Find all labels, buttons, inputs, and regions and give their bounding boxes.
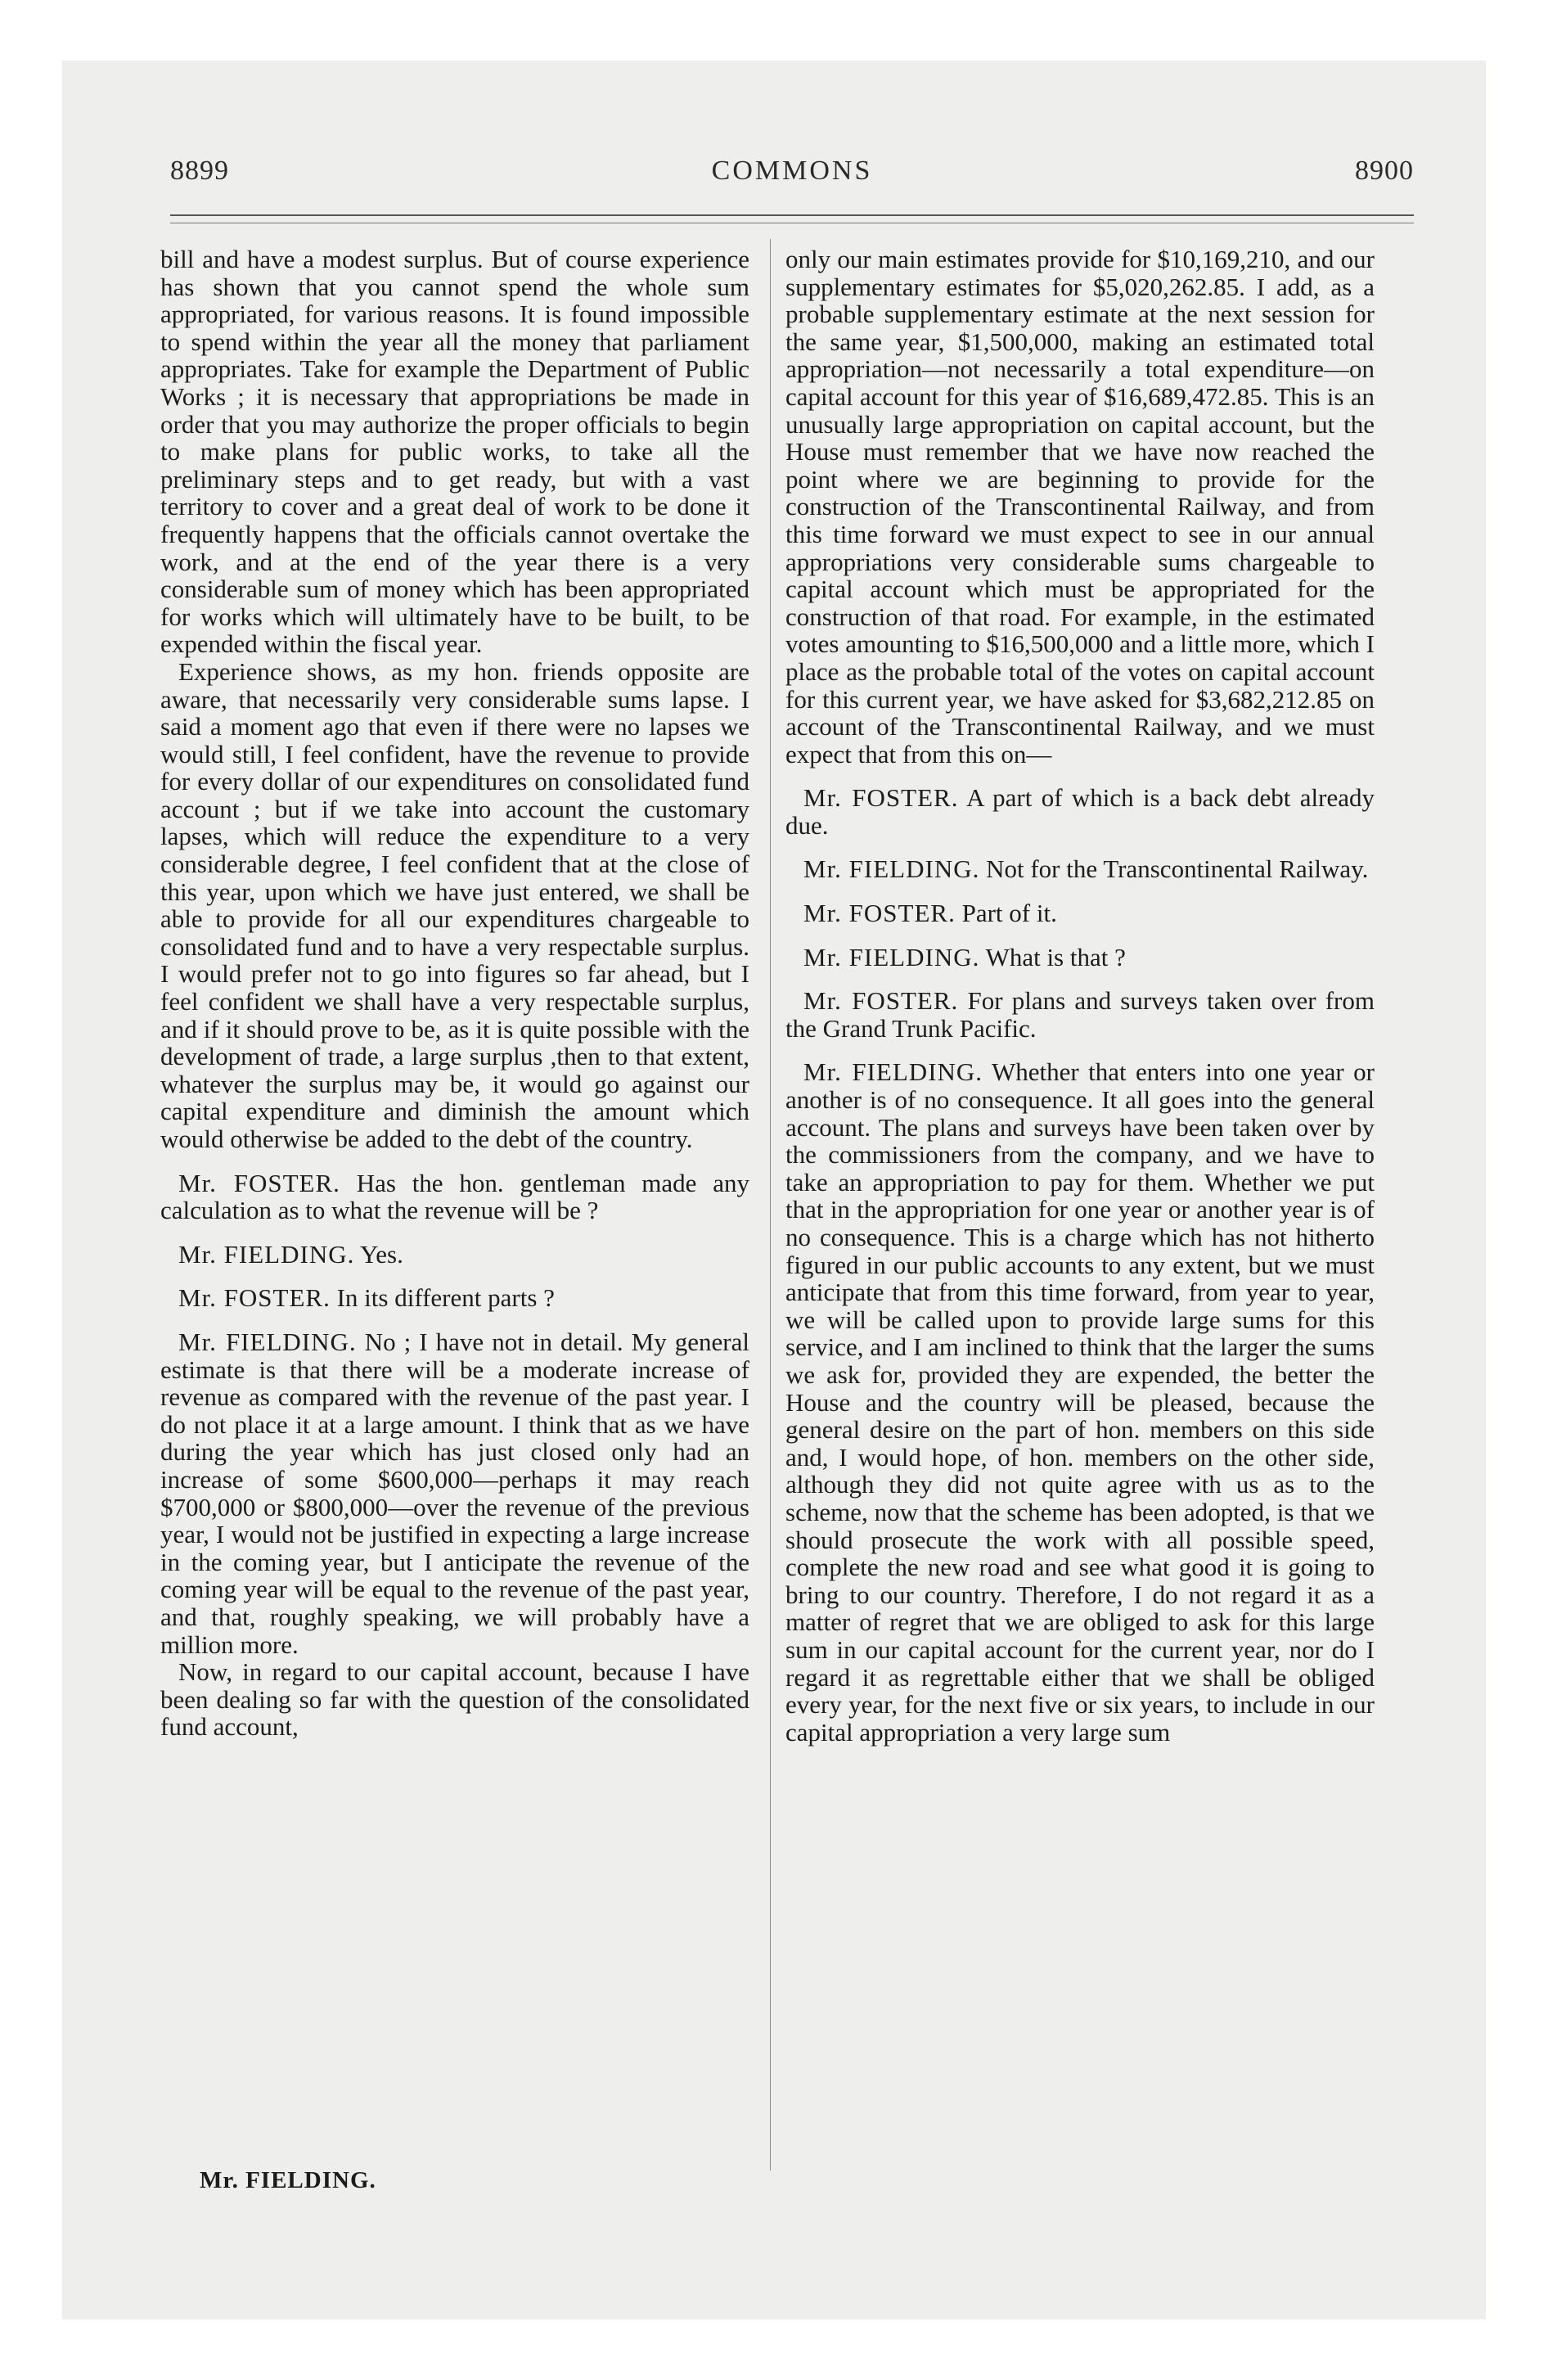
- paragraph-text: Has the hon. gentleman made any calculation as to what the revenue will be ?: [160, 1168, 749, 1225]
- paragraph: [160, 246, 749, 658]
- paragraph-text: only our main estimates provide for $10,169,210, and our supplementary estimates for $5,020,262.85. I add, as a probable supplementary estimate at the next session for the same year, $1,500,000, making an estimated total appropriation—not necessarily a total expenditure—on capital account for this year of $16,689,472.85. This is an unusually large appropriation on capital account, but the House must remember that we have now reached the point where we are beginning to provide for the construction of the Transcontinental Railway, and from this time forward we must expect to see in our annual appropriations very considerable sums chargeable to capital account which must be appropriated for the construction of that road. For example, in the estimated votes amounting to $16,500,000 and a little more, which I place as the probable total of the votes on capital account for this current year, we have asked for $3,682,212.85 on account of the Transcontinental Railway, and we must expect that from this on—: [785, 245, 1375, 769]
- speaker-name: Mr. FIELDING.: [178, 1239, 355, 1269]
- paragraph-text: In its different parts ?: [336, 1283, 555, 1313]
- right-column: [785, 246, 1375, 1746]
- paragraph: [785, 246, 1375, 768]
- paragraph-text: Yes.: [359, 1239, 403, 1269]
- page-footer-speaker: Mr. FIELDING.: [200, 2167, 376, 2193]
- speaker-name: Mr. FOSTER.: [803, 899, 956, 928]
- speaker-name: Mr. FOSTER.: [178, 1168, 340, 1197]
- left-column: [160, 246, 749, 1741]
- paragraph: [160, 1658, 749, 1741]
- speaker-name: Mr. FIELDING.: [178, 1327, 357, 1356]
- speaker-name: Mr. FOSTER.: [803, 986, 959, 1016]
- paragraph-text: What is that ?: [985, 942, 1126, 971]
- paragraph-text: A part of which is a back debt already due.: [785, 783, 1375, 840]
- paragraph: [785, 855, 1375, 883]
- paragraph: [785, 784, 1375, 839]
- paragraph-text: Whether that enters into one year or another is of no consequence. It all goes into the general account. The plans and surveys have been taken over by the commissioners from the company, and we have to take an appropriation to pay for them. Whether we put that in the appropriation for one year or another year is of no consequence. This is a charge which has not hitherto figured in our public accounts to any extent, but we must anticipate that from this time forward, from year to year, we will be called upon to provide large sums for this service, and I am inclined to think that the larger the sums we ask for, provided they are expended, the better the House and the country will be pleased, because the general desire on the part of hon. members on this side and, I would hope, of hon. members on the other side, although they did not quite agree with us as to the scheme, now that the scheme has been adopted, is that we should prosecute the work with all possible speed, complete the new road and see what good it is going to bring to our country. Therefore, I do not regard it as a matter of regret that we are obliged to ask for this large sum in our capital account for the current year, nor do I regard it as regrettable either that we shall be obliged every year, for the next five or six years, to include in our capital appropriation a very large sum: [785, 1057, 1375, 1747]
- paragraph: [160, 1328, 749, 1658]
- paragraph: [785, 1058, 1375, 1746]
- paragraph: [785, 944, 1375, 971]
- paragraph-text: Part of it.: [961, 899, 1057, 928]
- paragraph-text: bill and have a modest surplus. But of course experience has shown that you cannot spend the whole sum appropriated, for various reasons. It is found impossible to spend within the year all the money that parliament appropriates. Take for example the Department of Public Works ; it is necessary that appropriations be made in order that you may authorize the proper officials to begin to make plans for public works, to take all the preliminary steps and to get ready, but with a vast territory to cover and a great deal of work to be done it frequently happens that the officials cannot overtake the work, and at the end of the year there is a very considerable sum of money which has been appropriated for works which will ultimately have to be built, to be expended within the fiscal year.: [160, 245, 749, 659]
- paragraph-text: Experience shows, as my hon. friends opposite are aware, that necessarily very considerable sums lapse. I said a moment ago that even if there were no lapses we would still, I feel confident, have the revenue to provide for every dollar of our expenditures on consolidated fund account ; but if we take into account the customary lapses, which will reduce the expenditure to a very considerable degree, I feel confident that at the close of this year, upon which we have just entered, we shall be able to provide for all our expenditures chargeable to consolidated fund and to have a very respectable surplus. I would prefer not to go into figures so far ahead, but I feel confident we shall have a very respectable surplus, and if it should prove to be, as it is quite possible with the development of trade, a large surplus ,then to that extent, whatever the surplus may be, it would go against our capital expenditure and diminish the amount which would otherwise be added to the debt of the country.: [160, 656, 749, 1153]
- page-number-right: 8900: [1355, 156, 1414, 186]
- paragraph: [160, 1170, 749, 1224]
- speaker-name: Mr. FOSTER.: [178, 1283, 331, 1313]
- page-number-left: 8899: [170, 156, 229, 186]
- paragraph: [785, 987, 1375, 1042]
- speaker-name: Mr. FIELDING.: [803, 1057, 983, 1087]
- page-header: [170, 156, 1414, 196]
- paragraph: [160, 1284, 749, 1312]
- paragraph: [785, 899, 1375, 927]
- page-title: COMMONS: [711, 156, 873, 186]
- column-divider: [770, 239, 771, 2170]
- paragraph: [160, 1241, 749, 1269]
- speaker-name: Mr. FIELDING.: [803, 854, 980, 884]
- paragraph-text: For plans and surveys taken over from the Grand Trunk Pacific.: [785, 986, 1375, 1043]
- speaker-name: Mr. FIELDING.: [803, 942, 980, 971]
- header-rule: [170, 214, 1414, 216]
- paragraph-text: Not for the Transcontinental Railway.: [986, 854, 1369, 884]
- speaker-name: Mr. FOSTER.: [803, 783, 959, 813]
- paragraph-text: No ; I have not in detail. My general estimate is that there will be a moderate increase of revenue as compared with the revenue of the past year. I do not place it at a large amount. I think that as we have during the year which has just closed only had an increase of some $600,000—perhaps it may reach $700,000 or $800,000—over the revenue of the previous year, I would not be justified in expecting a large increase in the coming year, but I anticipate the revenue of the coming year will be equal to the revenue of the past year, and that, roughly speaking, we will probably have a million more.: [160, 1327, 750, 1659]
- paragraph: [160, 658, 749, 1153]
- paragraph-text: Now, in regard to our capital account, because I have been dealing so far with the question of the consolidated fund account,: [160, 1657, 749, 1742]
